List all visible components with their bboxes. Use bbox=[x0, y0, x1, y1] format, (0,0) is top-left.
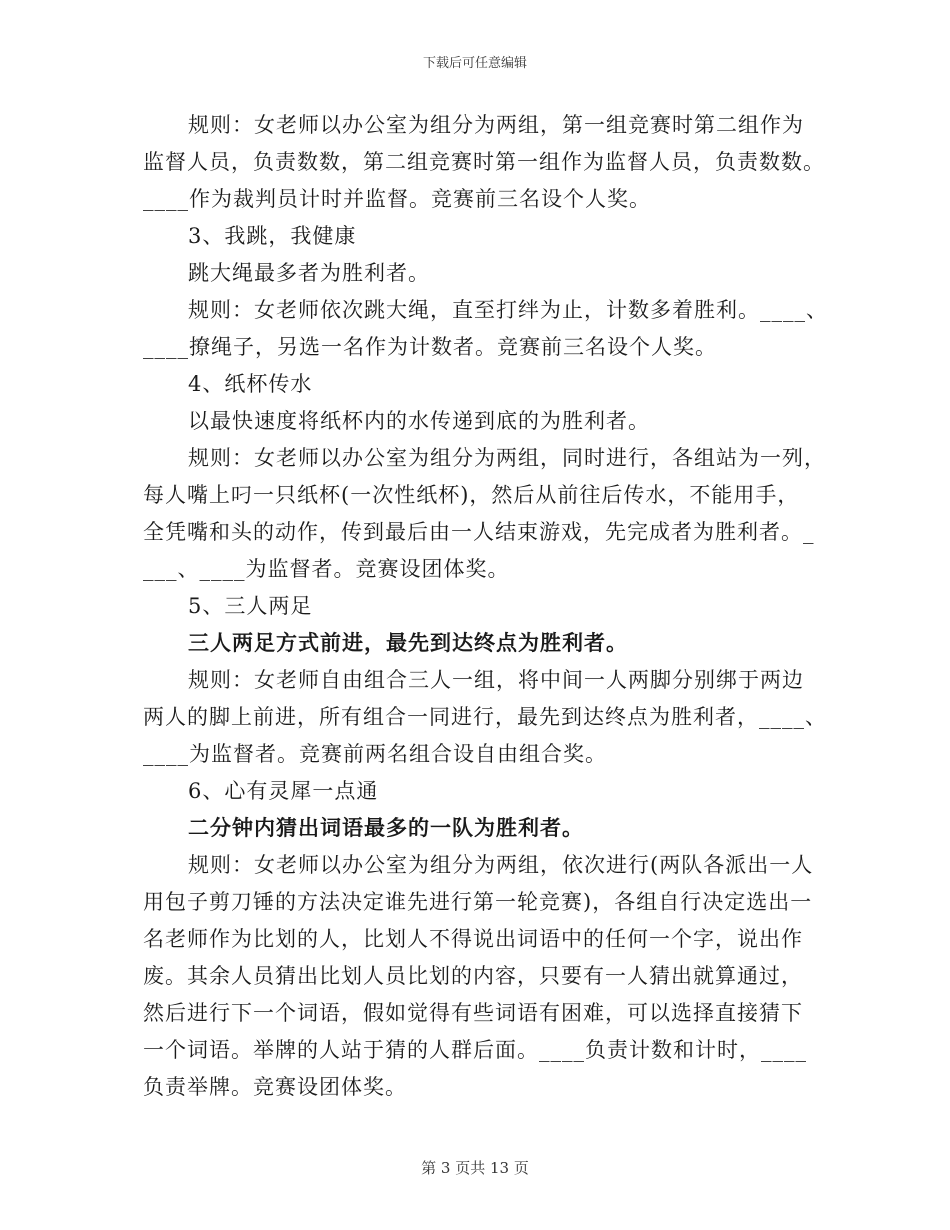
paragraph-line: 负责举牌。竞赛设团体奖。 bbox=[143, 1075, 407, 1099]
paragraph-line: 两人的脚上前进，所有组合一同进行，最先到达终点为胜利者，____、 bbox=[143, 705, 827, 729]
bold-statement: 二分钟内猜出词语最多的一队为胜利者。 bbox=[188, 815, 584, 840]
paragraph-line: 规则：女老师以办公室为组分为两组，同时进行，各组站为一列， bbox=[188, 446, 826, 470]
paragraph-line: ____为监督者。竞赛前两名组合设自由组合奖。 bbox=[143, 742, 607, 766]
paragraph-line: 用包子剪刀锤的方法决定谁先进行第一轮竞赛)，各组自行决定选出一 bbox=[143, 890, 813, 914]
bold-statement: 三人两足方式前进，最先到达终点为胜利者。 bbox=[188, 630, 628, 655]
section-heading: 4、纸杯传水 bbox=[188, 372, 313, 396]
paragraph-line: 废。其余人员猜出比划人员比划的内容，只要有一人猜出就算通过， bbox=[143, 964, 803, 988]
paragraph-line: 一个词语。举牌的人站于猜的人群后面。____负责计数和计时，____ bbox=[143, 1038, 807, 1062]
page-number: 第 3 页共 13 页 bbox=[421, 1159, 529, 1177]
paragraph-line: 规则：女老师以办公室为组分为两组，依次进行(两队各派出一人 bbox=[188, 853, 814, 877]
paragraph-line: 然后进行下一个词语，假如觉得有些词语有困难，可以选择直接猜下 bbox=[143, 1001, 803, 1025]
paragraph-line: 跳大绳最多者为胜利者。 bbox=[188, 261, 430, 285]
section-heading: 5、三人两足 bbox=[188, 594, 313, 618]
paragraph-line: 全凭嘴和头的动作，传到最后由一人结束游戏，先完成者为胜利者。_ bbox=[143, 520, 815, 544]
paragraph-line: ____作为裁判员计时并监督。竞赛前三名设个人奖。 bbox=[143, 187, 651, 211]
paragraph-line: ____撩绳子，另选一名作为计数者。竞赛前三名设个人奖。 bbox=[143, 335, 717, 359]
paragraph-line: 监督人员，负责数数，第二组竞赛时第一组作为监督人员，负责数数。 bbox=[143, 150, 825, 174]
paragraph-line: 每人嘴上叼一只纸杯(一次性纸杯)，然后从前往后传水，不能用手， bbox=[143, 483, 800, 507]
paragraph-line: 以最快速度将纸杯内的水传递到底的为胜利者。 bbox=[188, 409, 650, 433]
section-heading: 3、我跳，我健康 bbox=[188, 224, 357, 248]
paragraph-line: 规则：女老师以办公室为组分为两组，第一组竞赛时第二组作为 bbox=[188, 113, 804, 137]
section-heading: 6、心有灵犀一点通 bbox=[188, 779, 379, 803]
paragraph-line: 名老师作为比划的人，比划人不得说出词语中的任何一个字，说出作 bbox=[143, 927, 803, 951]
paragraph-line: 规则：女老师自由组合三人一组，将中间一人两脚分别绑于两边 bbox=[188, 668, 804, 692]
paragraph-line: 规则：女老师依次跳大绳，直至打绊为止，计数多着胜利。____、 bbox=[188, 298, 828, 322]
paragraph-line: ___、____为监督者。竞赛设团体奖。 bbox=[143, 557, 510, 581]
page-header: 下载后可任意编辑 bbox=[422, 56, 527, 71]
